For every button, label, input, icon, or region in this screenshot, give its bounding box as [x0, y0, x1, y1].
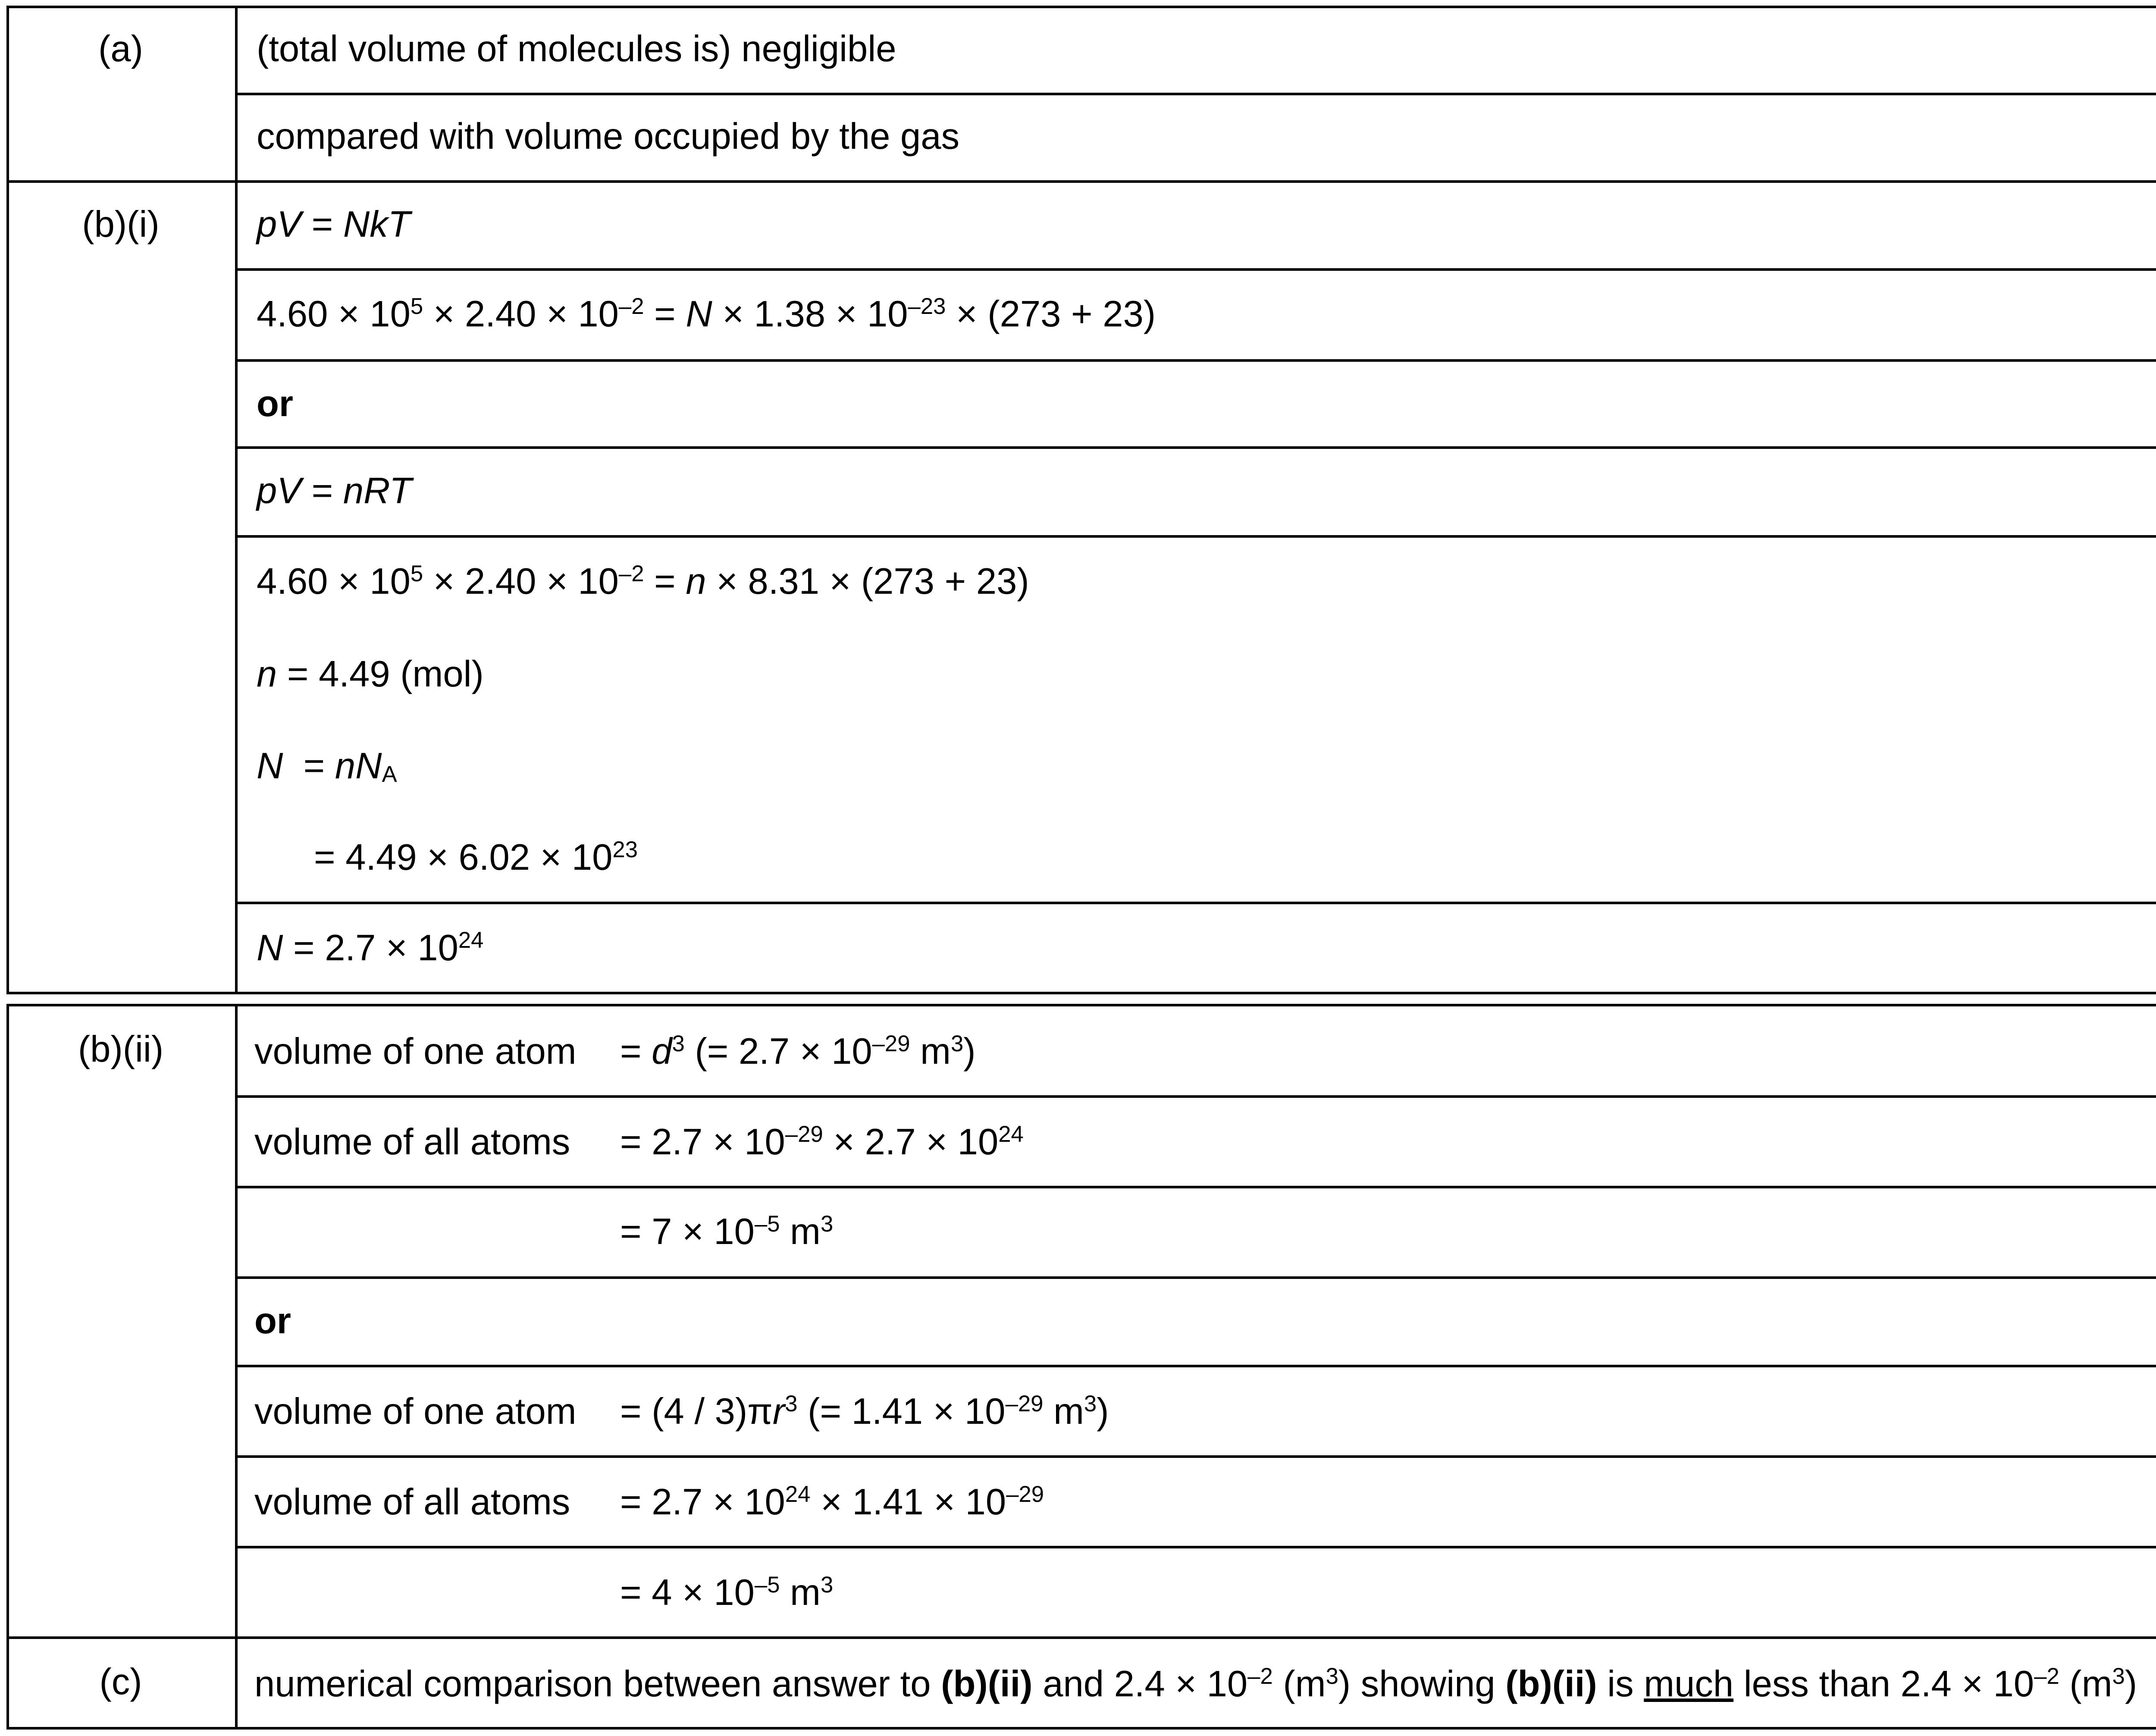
part-a-row1-text: (total volume of molecules is) negligible: [257, 28, 896, 69]
bii-row2-equation: = $2.7 \times 10^{-29} \times 2.7 \times 10^{24}$: [620, 1122, 1024, 1163]
part-bii-label: (b)(ii): [78, 1029, 164, 1070]
bii-row4-label: volume of one atom: [254, 1391, 577, 1432]
part-a-label: (a): [98, 28, 143, 69]
bii-row1-equation: = $d^3$ (= $2.7 \times 10^{-29}$ $m^3$): [620, 1031, 976, 1072]
part-a-row2-text: compared with volume occupied by the gas: [257, 116, 960, 157]
bi-row1-equation: pV = NkT: [257, 204, 411, 245]
bi-row6-avogadro: $N = nN_A$: [257, 746, 397, 787]
bii-row1-label: volume of one atom: [254, 1031, 577, 1072]
bi-row5-moles: n = 4.49 (mol): [257, 654, 484, 695]
bii-row6-equation: = $4 \times 10^{-5}$ $m^3$: [620, 1572, 834, 1613]
bi-row4-equation: $4.60 \times 10^5 \times 2.40 \times 10^{-2} = n \times 8.31 \times (273 + 23)$: [257, 561, 1029, 602]
bi-row2-equation: $4.60 \times 10^5 \times 2.40 \times 10^{-2} = N \times 1.38 \times 10^{-23} \times (273 + 23)$: [257, 294, 1156, 335]
bii-row2-label: volume of all atoms: [254, 1122, 570, 1163]
bii-or: or: [254, 1300, 291, 1341]
bi-row8-answer: $N = 2.7 \times 10^{24}$: [257, 928, 484, 968]
part-c-text: numerical comparison between answer to (b)(ii) and $2.4 \times 10^{-2}$ $(m^3)$ showing (b)(ii) is much less than $2.4 \times 10^{-2}$ $(m^3)$: [254, 1664, 2137, 1705]
part-bi-label: (b)(i): [82, 204, 160, 245]
bi-or: or: [257, 383, 293, 424]
bi-row3-equation: pV = nRT: [257, 470, 412, 511]
bii-row4-equation: = $(4 / 3)\pi r^3$ (= $1.41 \times 10^{-29}$ $m^3$): [620, 1391, 1109, 1432]
part-c-label: (c): [99, 1661, 142, 1702]
bii-row5-equation: = $2.7 \times 10^{24} \times 1.41 \times 10^{-29}$: [620, 1482, 1044, 1523]
bii-row3-equation: = $7 \times 10^{-5}$ $m^3$: [620, 1211, 834, 1252]
bii-row5-label: volume of all atoms: [254, 1482, 570, 1523]
bi-row7-product: = $4.49 \times 6.02 \times 10^{23}$: [314, 837, 638, 878]
